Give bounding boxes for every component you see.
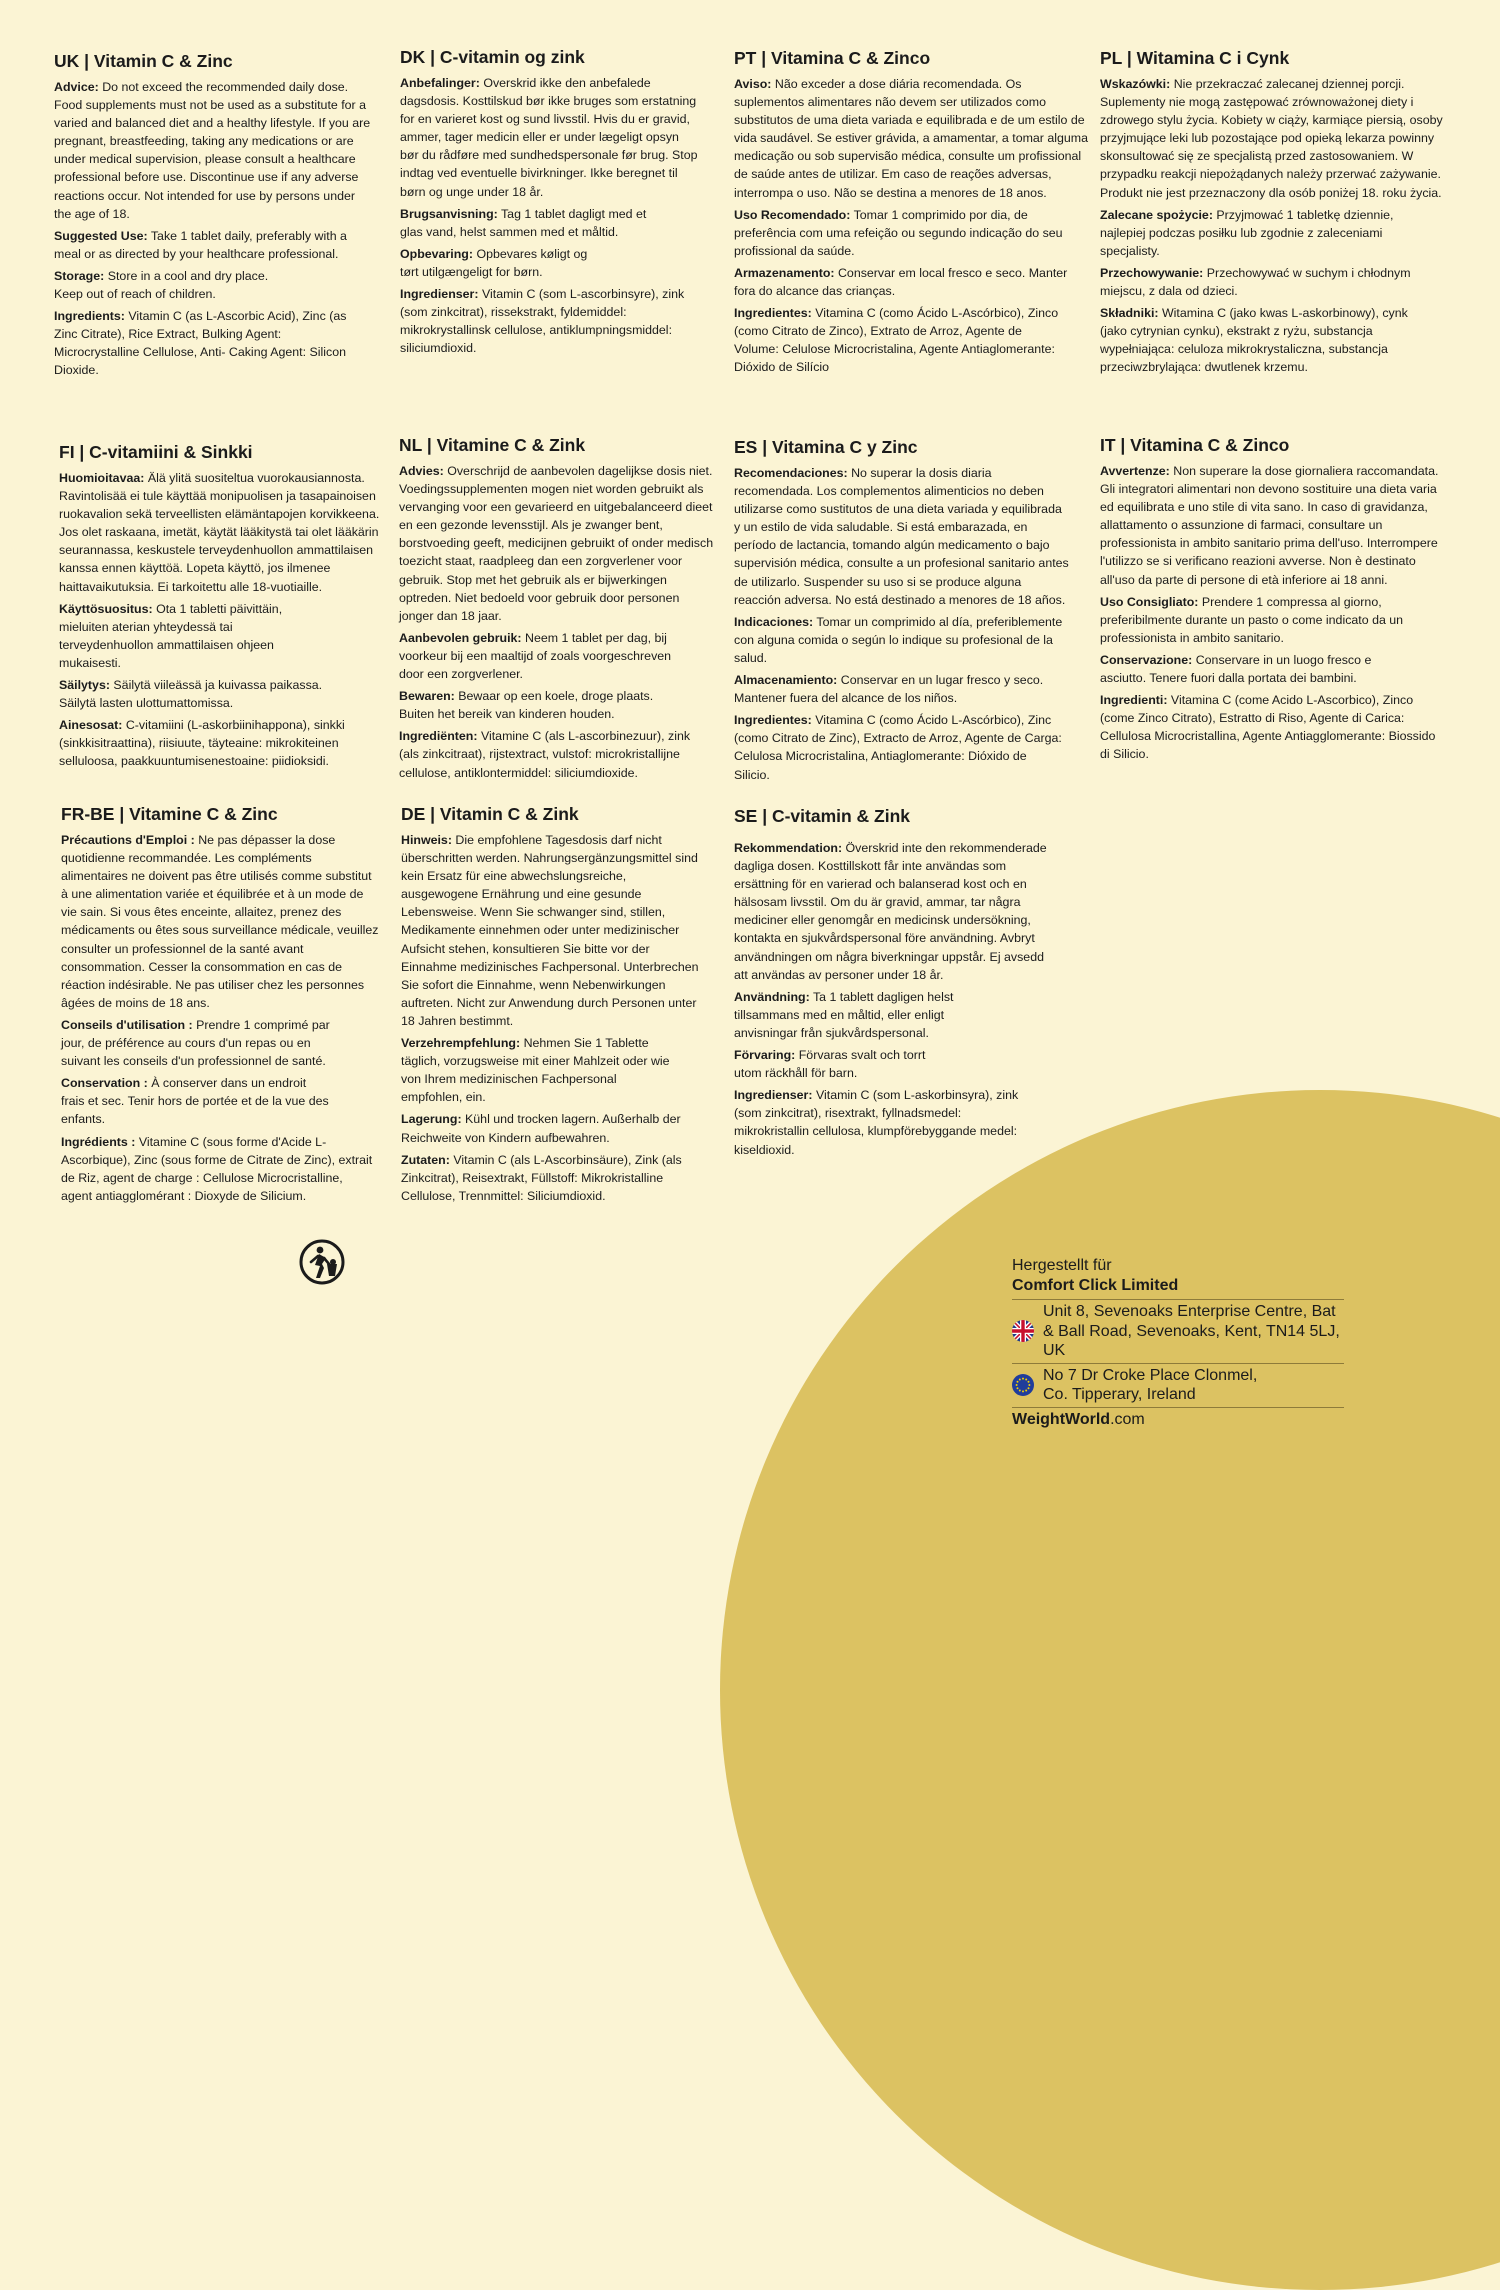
advice-text: Ne pas dépasser la dose quotidienne recommandée. Les compléments alimentaires ne doivent pas être utilisés comme substitut à une alimentation variée et équilibrée et à un mode de vie sain. Si vous êtes enceinte, allaitez, prenez des médicaments ou êtes sous surveillance médicale, veuillez consulter un professionnel de la santé avant consommation. Cesser la consommation en cas de réaction indésirable. Ne pas utiliser chez les personnes âgées de moins de 18 ans. <box>61 833 379 1010</box>
ingredients-text: Vitamin C (som L-ascorbinsyre), zink (som zinkcitrat), rissekstrakt, fyldemiddel: mikrokrystallinsk cellulose, antiklumpningsmiddel: siliciumdioxid. <box>400 287 685 356</box>
advice-paragraph <box>399 462 717 625</box>
ingredients-text: C-vitamiini (L-askorbiinihappona), sinkki (sinkkisitraattina), riisiuute, täyteaine: mikrokiteinen selluloosa, paakkuuntumisenestoaine: piidioksidi. <box>59 718 345 769</box>
advice-paragraph <box>734 464 1070 609</box>
storage-label: Przechowywanie: <box>1100 265 1204 280</box>
storage-text: Store in a cool and dry place. Keep out of reach of children. <box>54 268 269 302</box>
use-paragraph <box>399 629 699 683</box>
use-paragraph <box>734 988 984 1042</box>
ingredients-label: Ingredientes: <box>734 306 812 321</box>
advice-paragraph <box>401 831 701 1030</box>
use-label: Användning: <box>734 989 810 1004</box>
ingredients-label: Zutaten: <box>401 1152 450 1167</box>
storage-paragraph <box>734 671 1064 707</box>
ingredients-label: Ingredientes: <box>734 713 812 728</box>
uk-flag-icon <box>1012 1320 1034 1342</box>
use-paragraph <box>59 600 309 672</box>
section-title: ES | Vitamina C y Zinc <box>734 437 918 457</box>
website-tld: .com <box>1110 1410 1145 1428</box>
storage-text: Förvaras svalt och torrt utom räckhåll för barn. <box>734 1048 926 1081</box>
ingredients-paragraph <box>54 307 349 379</box>
use-label: Uso Recomendado: <box>734 207 851 222</box>
advice-label: Advies: <box>399 464 444 478</box>
advice-text: Älä ylitä suositeltua vuorokausiannosta. Ravintolisää ei tule käyttää monipuolisen ja tasapainoisen ruokavalion sekä terveellisten elämäntapojen korvikkeena. Jos olet raskaana, imetät, käytät lääkitystä tai olet lääkärin seurannassa, keskustele terveydenhuollon ammattilaisen kanssa ennen käyttöä. Lopeta käyttö, jos ilmenee haittavaikutuksia. Ei tarkoitettu alle 18-vuotiaille. <box>59 471 380 594</box>
storage-text: À conserver dans un endroit frais et sec. Tenir hors de portée et de la vue des enfants. <box>61 1076 329 1127</box>
storage-label: Säilytys: <box>59 678 110 693</box>
use-text: Neem 1 tablet per dag, bij voorkeur bij een maaltijd of zoals voorgeschreven door een zorgverlener. <box>399 630 672 682</box>
section-pt <box>734 47 1094 381</box>
use-label: Conseils d'utilisation : <box>61 1017 193 1032</box>
ingredients-paragraph <box>61 1133 376 1205</box>
advice-text: Overskrid ikke den anbefalede dagsdosis. Kosttilskud bør ikke bruges som erstatning for en varieret kost og sund livsstil. Hvis du er gravid, ammer, tager medicin eller er under lægeligt opsyn bør du rådføre med sundhedspersonale før brug. Stop indtag ved eventuelle bivirkninger. Ikke beregnet til børn og unge under 18 år. <box>400 76 698 199</box>
storage-text: Bewaar op een koele, droge plaats. Buiten het bereik van kinderen houden. <box>399 689 654 722</box>
made-for-label: Hergestellt für <box>1012 1257 1112 1274</box>
section-uk <box>54 50 374 384</box>
uk-address: Unit 8, Sevenoaks Enterprise Centre, Bat & Ball Road, Sevenoaks, Kent, TN14 5LJ, UK <box>1043 1303 1340 1359</box>
section-es <box>734 436 1070 788</box>
section-title: DE | Vitamin C & Zink <box>401 804 579 824</box>
storage-label: Lagerung: <box>401 1112 462 1127</box>
advice-paragraph <box>734 839 1059 984</box>
section-title: FR-BE | Vitamine C & Zinc <box>61 804 278 824</box>
ingredients-text: Vitamine C (sous forme d'Acide L-Ascorbique), Zinc (sous forme de Citrate de Zinc), extrait de Riz, agent de charge : Cellulose Microcristalline, agent antiagglomérant : Dioxyde de Silicium. <box>61 1134 373 1203</box>
use-paragraph <box>400 205 662 241</box>
website <box>1012 1407 1344 1430</box>
ingredients-label: Ingrédients : <box>61 1134 136 1149</box>
advice-text: Die empfohlene Tagesdosis darf nicht überschritten werden. Nahrungsergänzungsmittel sind kein Ersatz für eine abwechslungsreiche, ausgewogene Ernährung und eine gesunde Lebensweise. Wenn Sie schwanger sind, stillen, Medikamente einnehmen oder unter medizinischer Aufsicht stehen, konsultieren Sie bitte vor der Einnahme medizinisches Fachpersonal. Unterbrechen Sie sofort die Einnahme, wenn Nebenwirkungen auftreten. Nicht zur Anwendung durch Personen unter 18 Jahren bestimmt. <box>401 833 699 1028</box>
section-title: PT | Vitamina C & Zinco <box>734 48 931 68</box>
use-text: Nehmen Sie 1 Tablette täglich, vorzugsweise mit einer Mahlzeit oder wie von Ihrem medizinischen Fachpersonal empfohlen, ein. <box>401 1036 670 1105</box>
advice-paragraph <box>734 75 1094 202</box>
use-label: Indicaciones: <box>734 614 814 629</box>
storage-paragraph <box>61 1074 331 1128</box>
advice-label: Rekommendation: <box>734 841 843 855</box>
manufacturer-block <box>1012 1256 1344 1429</box>
storage-paragraph <box>400 245 595 281</box>
eu-address: No 7 Dr Croke Place Clonmel, Co. Tipperary, Ireland <box>1043 1366 1258 1403</box>
storage-paragraph <box>401 1110 701 1146</box>
storage-text: Conservar em local fresco e seco. Manter fora do alcance das crianças. <box>734 265 1068 299</box>
storage-text: Opbevares køligt og tørt utilgængeligt for børn. <box>400 246 588 279</box>
section-title: NL | Vitamine C & Zink <box>399 435 586 455</box>
ingredients-paragraph <box>734 711 1064 783</box>
storage-label: Conservation : <box>61 1076 148 1091</box>
advice-text: Överskrid inte den rekommenderade dagliga dosen. Kosttillskott får inte användas som ersättning för en varierad och balanserad kost och en hälsosam livsstil. Om du är gravid, ammar, tar några mediciner eller genomgår en medicinsk undersökning, kontakta en sjukvårdspersonal före användning. Avbryt användningen om några biverkningar uppstår. Ej avsedd att användas av personer under 18 år. <box>734 841 1047 982</box>
advice-text: Do not exceed the recommended daily dose. Food supplements must not be used as a substitute for a varied and balanced diet and a healthy lifestyle. If you are pregnant, breastfeeding, taking any medications or are under medical supervision, please consult a healthcare professional before use. Discontinue use if any adverse reactions occur. Not intended for use by persons under the age of 18. <box>54 80 371 221</box>
use-text: Ta 1 tablett dagligen helst tillsammans med en måltid, eller enligt anvisningar från sjukvårdspersonal. <box>734 989 954 1040</box>
advice-paragraph <box>59 469 389 596</box>
ingredients-label: Ingredienser: <box>734 1088 813 1103</box>
company-name: Comfort Click Limited <box>1012 1276 1179 1294</box>
storage-text: Conservar en un lugar fresco y seco. Mantener fuera del alcance de los niños. <box>734 673 1044 706</box>
use-label: Zalecane spożycie: <box>1100 207 1213 222</box>
storage-paragraph <box>734 1046 949 1082</box>
use-label: Aanbevolen gebruik: <box>399 630 522 645</box>
section-dk <box>400 46 700 361</box>
advice-label: Recomendaciones: <box>734 466 848 480</box>
use-text: Tomar 1 comprimido por dia, de preferência com uma refeição ou segundo indicação do seu profissional da saúde. <box>734 207 1063 258</box>
use-paragraph <box>54 227 374 263</box>
ingredients-paragraph <box>734 1086 1034 1158</box>
storage-label: Opbevaring: <box>400 246 473 261</box>
advice-paragraph <box>1100 462 1445 589</box>
ingredients-text: Vitamina C (como Ácido L-Ascórbico), Zinco (como Citrato de Zinco), Extrato de Arroz, Agente de Volume: Celulose Microcristalina, Agente Antiaglomerante: Dióxido de Silício <box>734 306 1059 375</box>
storage-label: Förvaring: <box>734 1048 796 1063</box>
ingredients-text: Vitamina C (come Acido L-Ascorbico), Zinco (come Zinco Citrato), Estratto di Riso, Agente di Carica: Cellulosa Microcristallina, Agente Antiagglomerante: Biossido di Silicio. <box>1100 693 1436 762</box>
use-label: Verzehrempfehlung: <box>401 1036 521 1051</box>
section-title: UK | Vitamin C & Zinc <box>54 51 233 71</box>
advice-label: Wskazówki: <box>1100 77 1171 91</box>
use-label: Suggested Use: <box>54 228 148 243</box>
advice-text: Não exceder a dose diária recomendada. Os suplementos alimentares não devem ser utilizados como substitutos de uma dieta variada e equilibrada e de um estilo de vida saudável. Se estiver grávida, a amamentar, a tomar alguma medicação ou sob supervisão médica, consulte um profissional de saúde antes de utilizar. Em caso de reações adversas, interrompa o uso. Não se destina a menores de 18 anos. <box>734 77 1089 200</box>
ingredients-label: Ingredienser: <box>400 287 479 302</box>
storage-text: Przechowywać w suchym i chłodnym miejscu, z dala od dzieci. <box>1100 265 1411 299</box>
ingredients-text: Vitamine C (als L-ascorbinezuur), zink (als zinkcitraat), rijstextract, vulstof: microkristallijne cellulose, antiklontermiddel: siliciumdioxide. <box>399 729 691 780</box>
ingredients-text: Vitamina C (como Ácido L-Ascórbico), Zinc (como Citrato de Zinc), Extracto de Arroz, Agente de Carga: Celulosa Microcristalina, Antiaglomerante: Dióxido de Silicio. <box>734 713 1062 782</box>
website-brand: WeightWorld <box>1012 1410 1111 1428</box>
ingredients-paragraph <box>401 1151 701 1205</box>
tidyman-bin-icon <box>298 1238 346 1286</box>
storage-label: Bewaren: <box>399 689 455 704</box>
ingredients-label: Ingredients: <box>54 309 125 324</box>
storage-paragraph <box>54 267 284 303</box>
section-fr-be <box>61 803 379 1209</box>
use-paragraph <box>1100 593 1440 647</box>
ingredients-paragraph <box>399 727 709 781</box>
ingredients-text: Vitamin C (als L-Ascorbinsäure), Zink (als Zinkcitrat), Reisextrakt, Füllstoff: Mikrokristalline Cellulose, Trennmittel: Siliciumdioxid. <box>401 1152 682 1203</box>
use-text: Przyjmować 1 tabletkę dziennie, najlepiej podczas posiłku lub zgodnie z zaleceniami specjalisty. <box>1100 207 1394 258</box>
section-it <box>1100 434 1445 768</box>
storage-paragraph <box>734 264 1069 300</box>
use-text: Prendere 1 compressa al giorno, preferibilmente durante un pasto o come indicato da un professionista in ambito sanitario. <box>1100 594 1404 645</box>
use-paragraph <box>1100 206 1420 260</box>
storage-label: Conservazione: <box>1100 652 1193 667</box>
ingredients-paragraph <box>400 285 700 357</box>
section-title: PL | Witamina C i Cynk <box>1100 48 1290 68</box>
storage-paragraph <box>59 676 359 712</box>
advice-text: Nie przekraczać zalecanej dziennej porcji. Suplementy nie mogą zastępować zrównoważonej diety i zdrowego stylu życia. Kobiety w ciąży, karmiące piersią, osoby przyjmujące leki lub pozostające pod opieką lekarza powinny skonsultować się ze specjalistą przed zastosowaniem. W przypadku reakcji niepożądanych należy przerwać zażywanie. Produkt nie jest przeznaczony dla osób poniżej 18. roku życia. <box>1100 77 1443 200</box>
use-paragraph <box>401 1034 671 1106</box>
use-text: Tag 1 tablet dagligt med et glas vand, helst sammen med et måltid. <box>400 206 647 239</box>
ingredients-paragraph <box>1100 304 1435 376</box>
uk-address-row <box>1012 1299 1344 1363</box>
use-label: Brugsanvisning: <box>400 206 498 221</box>
use-paragraph <box>734 613 1064 667</box>
use-text: Prendre 1 comprimé par jour, de préférence au cours d'un repas ou en suivant les conseils d'un professionnel de santé. <box>61 1017 330 1069</box>
section-se <box>734 805 1059 1163</box>
advice-paragraph <box>400 74 700 201</box>
use-label: Käyttösuositus: <box>59 601 153 616</box>
storage-paragraph <box>1100 651 1395 687</box>
use-label: Uso Consigliato: <box>1100 594 1199 609</box>
ingredients-label: Składniki: <box>1100 306 1159 321</box>
storage-label: Storage: <box>54 268 105 283</box>
advice-label: Aviso: <box>734 77 772 91</box>
advice-paragraph <box>1100 75 1465 202</box>
advice-label: Avvertenze: <box>1100 464 1170 478</box>
use-text: Take 1 tablet daily, preferably with a meal or as directed by your healthcare professional. <box>54 228 347 261</box>
advice-label: Huomioitavaa: <box>59 471 145 485</box>
ingredients-text: Witamina C (jako kwas L-askorbinowy), cynk (jako cytrynian cynku), ekstrakt z ryżu, substancja wypełniająca: celuloza mikrokrystaliczna, substancja przeciwzbrylająca: dwutlenek krzemu. <box>1100 306 1408 375</box>
use-text: Ota 1 tabletti päivittäin, mieluiten aterian yhteydessä tai terveydenhuollon ammattilaisen ohjeen mukaisesti. <box>59 601 283 670</box>
section-title: FI | C-vitamiini & Sinkki <box>59 442 253 462</box>
advice-label: Anbefalinger: <box>400 76 480 90</box>
section-nl <box>399 434 717 786</box>
section-pl <box>1100 47 1465 381</box>
use-paragraph <box>734 206 1069 260</box>
storage-text: Conservare in un luogo fresco e asciutto. Tenere fuori dalla portata dei bambini. <box>1100 652 1372 686</box>
storage-paragraph <box>1100 264 1435 300</box>
storage-text: Säilytä viileässä ja kuivassa paikassa. Säilytä lasten ulottumattomissa. <box>59 678 323 711</box>
section-de <box>401 803 701 1209</box>
ingredients-text: Vitamin C (som L-askorbinsyra), zink (som zinkcitrat), risextrakt, fyllnadsmedel: mikrokristallin cellulosa, klumpförebyggande medel: kiseldioxid. <box>734 1088 1019 1157</box>
advice-label: Advice: <box>54 80 99 94</box>
ingredients-paragraph <box>1100 691 1440 763</box>
use-text: Tomar un comprimido al día, preferiblemente con alguna comida o según lo indique su profesional de la salud. <box>734 614 1063 665</box>
advice-label: Précautions d'Emploi : <box>61 833 195 847</box>
storage-paragraph <box>399 687 679 723</box>
eu-flag-icon <box>1012 1374 1034 1396</box>
advice-text: No superar la dosis diaria recomendada. Los complementos alimenticios no deben utilizarse como sustitutos de una dieta variada y equilibrada y un estilo de vida saludable. Si está embarazada, en período de lactancia, tomando algún medicamento o bajo supervisión médica, consulte a un profesional sanitario antes de utilizarlo. Suspender su uso si se produce alguna reacción adversa. No está destinado a menores de 18 años. <box>734 466 1069 607</box>
storage-label: Almacenamiento: <box>734 673 838 688</box>
ingredients-label: Ingrediënten: <box>399 729 478 744</box>
eu-address-row <box>1012 1363 1344 1407</box>
advice-text: Overschrijd de aanbevolen dagelijkse dosis niet. Voedingssupplementen mogen niet worden gebruikt als vervanging voor een gevarieerd en uitgebalanceerd dieet en een gezonde levensstijl. Als je zwanger bent, borstvoeding geeft, medicijnen gebruikt of onder medisch toezicht staat, raadpleeg dan een zorgverlener voor gebruik. Stop met het gebruik als er bijwerkingen optreden. Niet bedoeld voor gebruik door personen jonger dan 18 jaar. <box>399 464 714 623</box>
advice-paragraph <box>54 78 374 223</box>
advice-paragraph <box>61 831 379 1012</box>
section-fi <box>59 441 389 775</box>
advice-text: Non superare la dose giornaliera raccomandata. Gli integratori alimentari non devono sostituire una dieta varia ed equilibrata e uno stile di vita sano. In caso di gravidanza, allattamento o assunzione di farmaci, consultare un professionista in ambito sanitario prima dell'uso. Interrompere l'utilizzo se si verificano reazioni avverse. Non è destinato all'uso da parte di persone di età inferiore ai 18 anni. <box>1100 464 1439 587</box>
storage-label: Armazenamento: <box>734 265 835 280</box>
ingredients-paragraph <box>59 716 374 770</box>
section-title: DK | C-vitamin og zink <box>400 47 585 67</box>
ingredients-label: Ingredienti: <box>1100 693 1168 708</box>
ingredients-label: Ainesosat: <box>59 718 123 733</box>
use-paragraph <box>61 1016 351 1070</box>
storage-text: Kühl und trocken lagern. Außerhalb der Reichweite von Kindern aufbewahren. <box>401 1112 681 1145</box>
section-title: SE | C-vitamin & Zink <box>734 806 911 826</box>
advice-label: Hinweis: <box>401 833 452 847</box>
ingredients-paragraph <box>734 304 1069 376</box>
ingredients-text: Vitamin C (as L-Ascorbic Acid), Zinc (as Zinc Citrate), Rice Extract, Bulking Agent: Microcrystalline Cellulose, Anti- Caking Agent: Silicon Dioxide. <box>54 309 347 378</box>
section-title: IT | Vitamina C & Zinco <box>1100 435 1290 455</box>
